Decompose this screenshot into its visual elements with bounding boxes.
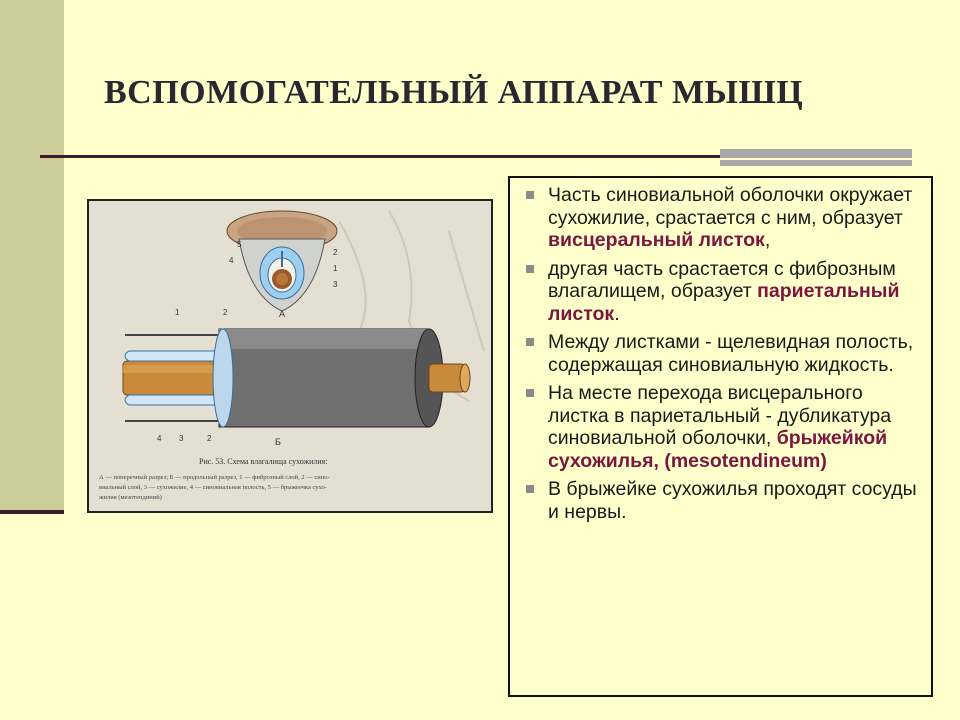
term-visceral: висцеральный листок (548, 229, 765, 251)
left-decor-line (0, 510, 64, 514)
label-2-a: 2 (333, 248, 338, 257)
tendon-sheath-figure (87, 199, 493, 513)
text-box (508, 176, 933, 697)
bullet-item: На месте перехода висцерального листка в париетальный - дубликатура синовиальной оболочки, брыжейкой сухожилья, (mesotendineum) (524, 382, 919, 472)
title-rule-accent-2 (720, 160, 912, 166)
label-3-b: 3 (179, 434, 184, 443)
label-1-b: 1 (175, 308, 180, 317)
figure-caption-line-1: А — поперечный разрез; Б — продольный разрез, 1 — фиброзный слой, 2 — сино- (99, 474, 330, 481)
slide-title: ВСПОМОГАТЕЛЬНЫЙ АППАРАТ МЫШЦ (104, 74, 804, 111)
label-2-b-bottom: 2 (207, 434, 212, 443)
bullet-list (524, 184, 919, 523)
label-b: Б (275, 437, 281, 447)
label-4-b: 4 (157, 434, 162, 443)
bullet-square-icon (526, 485, 534, 493)
label-1-a: 1 (333, 264, 338, 273)
bullet-item: В брыжейке сухожилья проходят сосуды и нервы. (524, 478, 919, 523)
tendon-sheath-diagram (89, 201, 491, 511)
bullet-square-icon (526, 389, 534, 397)
term-parietal: париетальный листок (548, 280, 900, 325)
label-a: А (279, 309, 286, 319)
figure-caption-title: Рис. 53. Схема влагалища сухожилия: (199, 457, 328, 466)
bullet-item: Часть синовиальной оболочки окружает сухожилие, срастается с ним, образует висцеральный листок, (524, 184, 919, 252)
figure-caption-line-3: жилия (мезотендиний) (99, 494, 162, 501)
bullet-square-icon (526, 265, 534, 273)
term-mesotendineum: брыжейкой сухожилья, (mesotendineum) (548, 427, 888, 472)
label-5-a: 5 (237, 240, 242, 249)
bullet-square-icon (526, 191, 534, 199)
title-rule-accent (720, 149, 912, 158)
label-3-a: 3 (333, 280, 338, 289)
bullet-square-icon (526, 338, 534, 346)
bullet-item: другая часть срастается с фиброзным влагалищем, образует париетальный листок. (524, 258, 919, 326)
bullet-item: Между листками - щелевидная полость, содержащая синовиальную жидкость. (524, 331, 919, 376)
label-2-b-top: 2 (223, 308, 228, 317)
figure-caption-line-2: виальный слой, 3 — сухожилие, 4 — синовиальная полость, 5 — брыжеечка сухо- (99, 484, 327, 491)
left-decor-band (0, 0, 64, 514)
label-4-a: 4 (229, 256, 234, 265)
